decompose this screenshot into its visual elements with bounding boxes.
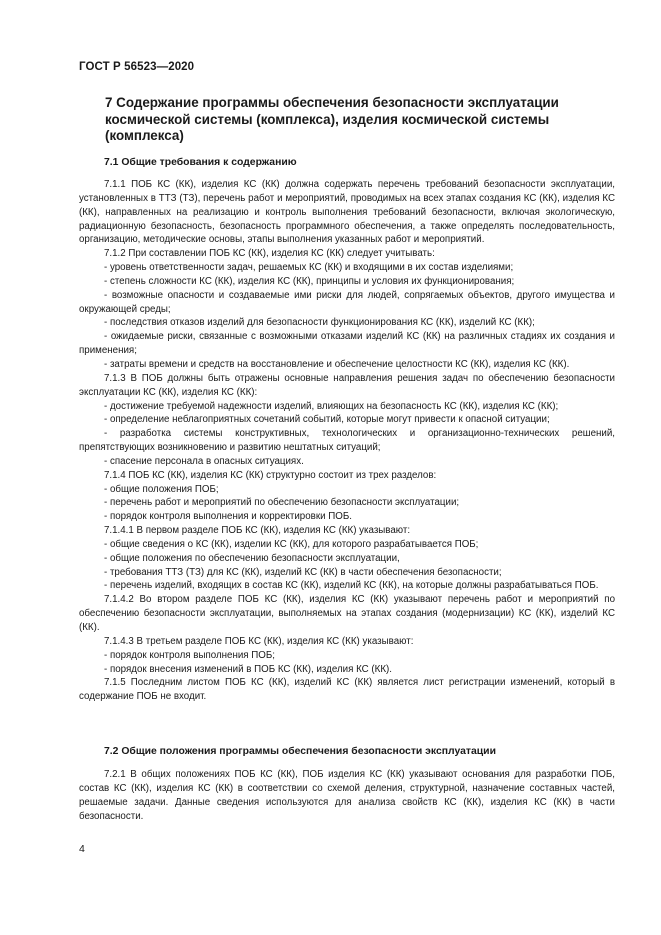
paragraph: 7.1.3 В ПОБ должны быть отражены основные направления решения задач по обеспечению безопасности эксплуатации КС (КК), изделия КС (КК):	[79, 372, 615, 398]
list-item: - перечень изделий, входящих в состав КС (КК), изделий КС (КК), на которые должны разрабатываться ПОБ.	[104, 580, 599, 592]
paragraph: 7.1.4.2 Во втором разделе ПОБ КС (КК), изделия КС (КК) указывают перечень работ и мероприятий по обеспечению безопасности эксплуатации, выполняемых на этапах создания (модернизации) КС (КК), изделий КС (КК).	[79, 594, 615, 633]
list-item: - последствия отказов изделий для безопасности функционирования КС (КК), изделий КС (КК);	[104, 317, 535, 329]
paragraph: 7.1.4 ПОБ КС (КК), изделия КС (КК) структурно состоит из трех разделов:	[104, 469, 437, 481]
list-item: - затраты времени и средств на восстановление и обеспечение целостности КС (КК), изделия КС (КК).	[104, 358, 570, 370]
subsection-heading-7-2: 7.2 Общие положения программы обеспечения безопасности эксплуатации	[104, 746, 496, 757]
list-item: - требования ТТЗ (ТЗ) для КС (КК), изделий КС (КК) в части обеспечения безопасности;	[104, 566, 502, 578]
list-item: - порядок контроля выполнения ПОБ;	[104, 649, 275, 661]
list-item: - общие сведения о КС (КК), изделии КС (КК), для которого разрабатывается ПОБ;	[104, 538, 479, 550]
paragraph: 7.1.4.1 В первом разделе ПОБ КС (КК), изделия КС (КК) указывают:	[104, 525, 411, 537]
list-item: - порядок внесения изменений в ПОБ КС (КК), изделия КС (КК).	[104, 663, 392, 675]
standard-code: ГОСТ Р 56523—2020	[79, 61, 195, 73]
list-item: - уровень ответственности задач, решаемых КС (КК) и входящими в их состав изделиями;	[104, 262, 514, 274]
list-item: - общие положения ПОБ;	[104, 483, 219, 495]
paragraph: 7.2.1 В общих положениях ПОБ КС (КК), ПОБ изделия КС (КК) указывают основания для разработки ПОБ, состав КС (КК), изделия КС (КК) в соответствии со схемой деления, структурной, назначение составных частей, решаемые задачи. Данные сведения используются для анализа свойств КС (КК), изделия КС (КК) в части безопасности.	[79, 769, 615, 822]
list-item: - степень сложности КС (КК), изделия КС (КК), принципы и условия их функционирования;	[104, 275, 515, 287]
list-item: - перечень работ и мероприятий по обеспечению безопасности эксплуатации;	[104, 497, 460, 509]
subsection-7-1-body	[79, 178, 615, 704]
list-item: - разработка системы конструктивных, технологических и организационно-технических решений, препятствующих возникновению и развитию нештатных ситуаций;	[79, 428, 615, 454]
section-title: 7 Содержание программы обеспечения безопасности эксплуатации космической системы (комплекса), изделия космической системы (комплекса)	[105, 95, 559, 143]
subsection-heading-7-1: 7.1 Общие требования к содержанию	[104, 157, 297, 168]
paragraph: 7.1.1 ПОБ КС (КК), изделия КС (КК) должна содержать перечень требований безопасности эксплуатации, установленных в ТТЗ (ТЗ), перечень работ и мероприятий, проводимых на всех этапах создания КС (КК), изделия КС (КК), направленных на реализацию и контроль выполнения требований безопасности, включая экологическую, радиационную безопасность, безопасность программного обеспечения, а также определять последовательность, организацию, методические основы, этапы выполнения указанных работ и мероприятий.	[79, 179, 615, 246]
list-item: - порядок контроля выполнения и корректировки ПОБ.	[104, 511, 352, 523]
paragraph: 7.1.4.3 В третьем разделе ПОБ КС (КК), изделия КС (КК) указывают:	[104, 635, 414, 647]
list-item: - общие положения по обеспечению безопасности эксплуатации,	[104, 552, 400, 564]
list-item: - определение неблагоприятных сочетаний событий, которые могут привести к опасной ситуации;	[104, 414, 550, 426]
paragraph: 7.1.2 При составлении ПОБ КС (КК), изделия КС (КК) следует учитывать:	[104, 248, 435, 260]
list-item: - возможные опасности и создаваемые ими риски для людей, сопрягаемых объектов, другого имущества и окружающей среды;	[79, 289, 615, 315]
page-number: 4	[79, 843, 85, 855]
list-item: - ожидаемые риски, связанные с возможными отказами изделий КС (КК) на различных стадиях их создания и применения;	[79, 331, 615, 357]
list-item: - спасение персонала в опасных ситуациях.	[104, 455, 304, 467]
subsection-7-2-body	[79, 768, 615, 823]
list-item: - достижение требуемой надежности изделий, влияющих на безопасность КС (КК), изделия КС (КК);	[104, 400, 559, 412]
paragraph: 7.1.5 Последним листом ПОБ КС (КК), изделий КС (КК) является лист регистрации изменений, который в содержание ПОБ не входит.	[79, 677, 615, 703]
